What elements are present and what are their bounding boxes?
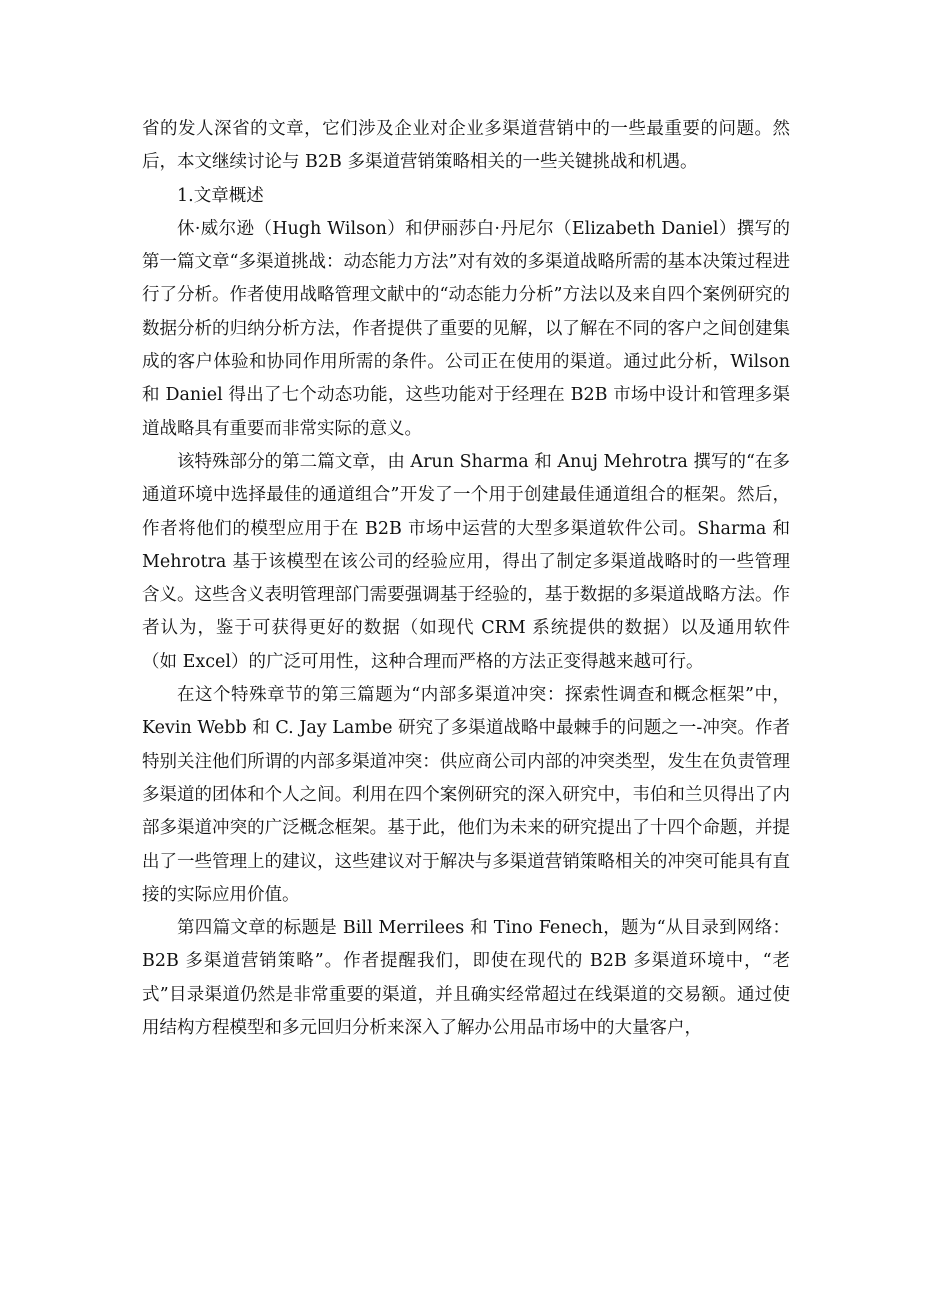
document-body: [142, 113, 790, 1045]
paragraph-third-article: 在这个特殊章节的第三篇题为“内部多渠道冲突：探索性调查和概念框架”中，Kevin Webb 和 C. Jay Lambe 研究了多渠道战略中最棘手的问题之一-冲突。作者特别关注他们所谓的内部多渠道冲突：供应商公司内部的冲突类型，发生在负责管理多渠道的团体和个人之间。利用在四个案例研究的深入研究中，韦伯和兰贝得出了内部多渠道冲突的广泛概念框架。基于此，他们为未来的研究提出了十四个命题，并提出了一些管理上的建议，这些建议对于解决与多渠道营销策略相关的冲突可能具有直接的实际应用价值。: [142, 685, 790, 905]
paragraph-first-article: 休·威尔逊（Hugh Wilson）和伊丽莎白·丹尼尔（Elizabeth Daniel）撰写的第一篇文章“多渠道挑战：动态能力方法”对有效的多渠道战略所需的基本决策过程进行了分析。作者使用战略管理文献中的“动态能力分析”方法以及来自四个案例研究的数据分析的归纳分析方法，作者提供了重要的见解，以了解在不同的客户之间创建集成的客户体验和协同作用所需的条件。公司正在使用的渠道。通过此分析，Wilson 和 Daniel 得出了七个动态功能，这些功能对于经理在 B2B 市场中设计和管理多渠道战略具有重要而非常实际的意义。: [142, 218, 790, 439]
paragraph-second-article: 该特殊部分的第二篇文章，由 Arun Sharma 和 Anuj Mehrotra 撰写的“在多通道环境中选择最佳的通道组合”开发了一个用于创建最佳通道组合的框架。然后，作者将他们的模型应用于在 B2B 市场中运营的大型多渠道软件公司。Sharma 和 Mehrotra 基于该模型在该公司的经验应用，得出了制定多渠道战略时的一些管理含义。这些含义表明管理部门需要强调基于经验的，基于数据的多渠道战略方法。作者认为，鉴于可获得更好的数据（如现代 CRM 系统提供的数据）以及通用软件（如 Excel）的广泛可用性，这种合理而严格的方法正变得越来越可行。: [142, 451, 790, 672]
paragraph-continuation: 省的发人深省的文章，它们涉及企业对企业多渠道营销中的一些最重要的问题。然后，本文继续讨论与 B2B 多渠道营销策略相关的一些关键挑战和机遇。: [142, 119, 790, 173]
section-heading-article-overview: 1.文章概述: [177, 185, 264, 206]
paragraph-fourth-article: 第四篇文章的标题是 Bill Merrilees 和 Tino Fenech，题为“从目录到网络：B2B 多渠道营销策略”。作者提醒我们，即使在现代的 B2B 多渠道环境中，“老式”目录渠道仍然是非常重要的渠道，并且确实经常超过在线渠道的交易额。通过使用结构方程模型和多元回归分析来深入了解办公用品市场中的大量客户，: [142, 918, 790, 1039]
